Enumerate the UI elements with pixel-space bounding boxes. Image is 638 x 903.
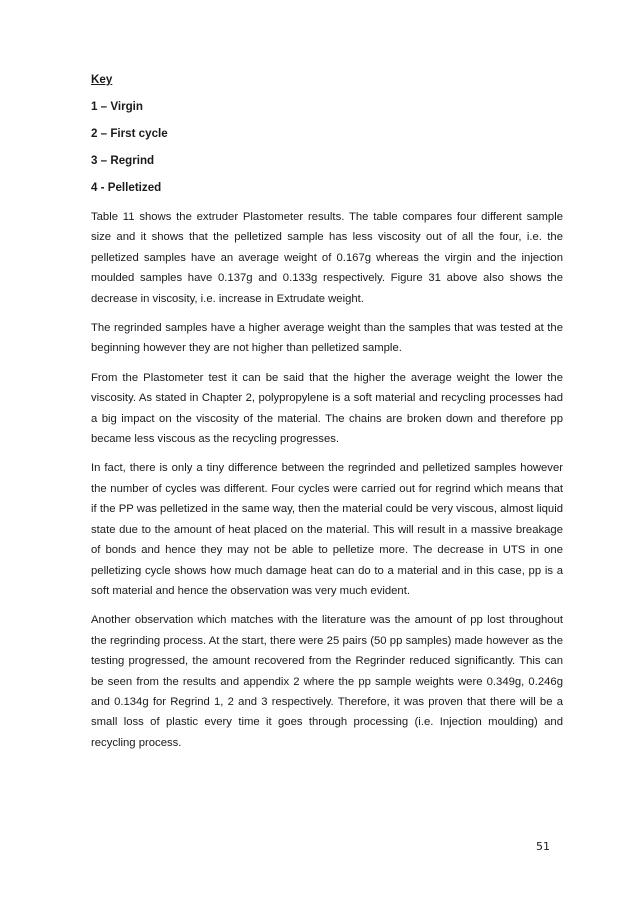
key-item-first-cycle: 2 – First cycle <box>91 127 168 140</box>
paragraph-regrinded-samples: The regrinded samples have a higher average weight than the samples that was tested at the beginning however they are not higher than pelletized sample. <box>91 322 563 355</box>
key-item-regrind: 3 – Regrind <box>91 154 155 167</box>
paragraph-plastometer-results: Table 11 shows the extruder Plastometer results. The table compares four different sample size and it shows that the pelletized sample has less viscosity out of all the four, i.e. the pelletized samples have an average weight of 0.167g whereas the virgin and the injection moulded samples have 0.137g and 0.133g respectively. Figure 31 above also shows the decrease in viscosity, i.e. increase in Extrudate weight. <box>91 211 563 305</box>
paragraph-cycles-difference: In fact, there is only a tiny difference between the regrinded and pelletized samples however the number of cycles was different. Four cycles were carried out for regrind which means that if the PP was pelletized in the same way, then the material could be very viscous, almost liquid state due to the amount of heat placed on the material. This will result in a massive breakage of bonds and hence they may not be able to pelletize more. The decrease in UTS in one pelletizing cycle shows how much damage heat can do to a material and in this case, pp is a soft material and hence the observation was very much evident. <box>91 462 563 597</box>
page-content <box>91 72 563 762</box>
key-item-pelletized: 4 - Pelletized <box>91 181 162 194</box>
paragraph-viscosity: From the Plastometer test it can be said that the higher the average weight the lower the viscosity. As stated in Chapter 2, polypropylene is a soft material and recycling processes had a big impact on the viscosity of the material. The chains are broken down and therefore pp became less viscous as the recycling progresses. <box>91 371 563 446</box>
paragraph-material-loss: Another observation which matches with the literature was the amount of pp lost throughout the regrinding process. At the start, there were 25 pairs (50 pp samples) made however as the testing progressed, the amount recovered from the Regrinder reduced significantly. This can be seen from the results and appendix 2 where the pp sample weights were 0.349g, 0.246g and 0.134g for Regrind 1, 2 and 3 respectively. Therefore, it was proven that there will be a small loss of plastic every time it goes through processing (i.e. Injection moulding) and recycling process. <box>91 614 563 749</box>
key-item-virgin: 1 – Virgin <box>91 100 143 113</box>
key-heading: Key <box>91 73 113 86</box>
page-number: 51 <box>536 840 550 853</box>
